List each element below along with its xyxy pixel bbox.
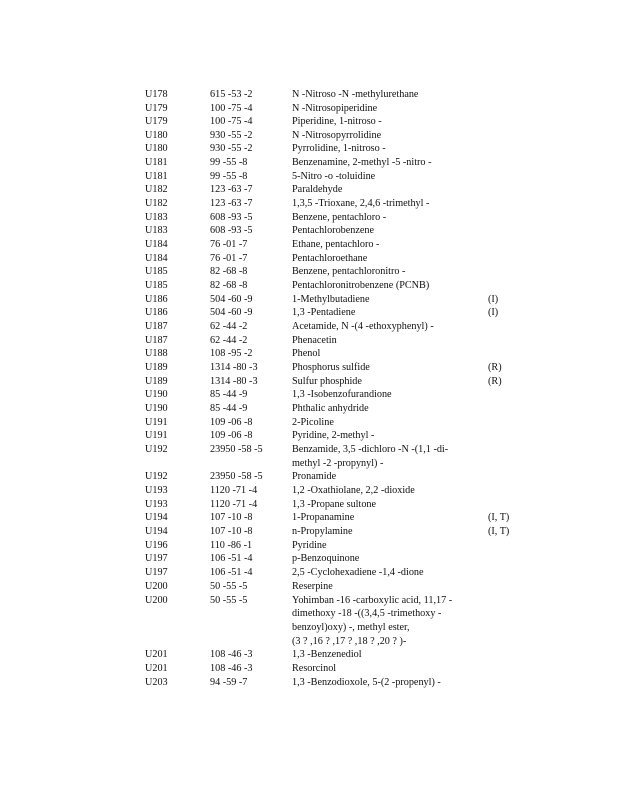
cas-number: 123 -63 -7 (210, 184, 253, 195)
substance-name: Paraldehyde (292, 184, 343, 195)
hazard-code: (I) (488, 307, 499, 318)
cas-number: 99 -55 -8 (210, 157, 248, 168)
substance-name: 1,3 -Isobenzofurandione (292, 389, 392, 400)
substance-name: 1,3 -Propane sultone (292, 499, 377, 510)
cas-number: 99 -55 -8 (210, 171, 248, 182)
table-row (0, 293, 618, 307)
waste-code: U201 (145, 663, 168, 674)
hazard-code: (R) (488, 362, 502, 373)
waste-code: U203 (145, 677, 168, 688)
table-row (0, 320, 618, 334)
cas-number: 108 -46 -3 (210, 663, 253, 674)
cas-number: 107 -10 -8 (210, 512, 253, 523)
cas-number: 930 -55 -2 (210, 143, 253, 154)
substance-name: (3 ? ,16 ? ,17 ? ,18 ? ,20 ? )- (292, 636, 407, 647)
waste-code: U179 (145, 116, 168, 127)
table-row (0, 402, 618, 416)
table-row (0, 115, 618, 129)
table-row (0, 443, 618, 457)
waste-code: U200 (145, 595, 168, 606)
substance-name: Benzamide, 3,5 -dichloro -N -(1,1 -di- (292, 444, 449, 455)
substance-name: Phenacetin (292, 335, 337, 346)
table-row (0, 498, 618, 512)
table-row (0, 594, 618, 608)
waste-code: U179 (145, 103, 168, 114)
waste-code: U189 (145, 362, 168, 373)
table-row (0, 252, 618, 266)
waste-code: U187 (145, 321, 168, 332)
waste-code: U197 (145, 567, 168, 578)
table-row (0, 552, 618, 566)
substance-name: Benzene, pentachloronitro - (292, 266, 406, 277)
table-row (0, 525, 618, 539)
table-row (0, 183, 618, 197)
cas-number: 106 -51 -4 (210, 553, 253, 564)
waste-code: U201 (145, 649, 168, 660)
waste-code: U187 (145, 335, 168, 346)
cas-number: 50 -55 -5 (210, 595, 248, 606)
table-row (0, 102, 618, 116)
waste-code: U184 (145, 253, 168, 264)
substance-name: Benzenamine, 2-methyl -5 -nitro - (292, 157, 432, 168)
cas-number: 615 -53 -2 (210, 89, 253, 100)
cas-number: 110 -86 -1 (210, 540, 253, 551)
table-row (0, 662, 618, 676)
hazard-code: (R) (488, 376, 502, 387)
substance-name: Ethane, pentachloro - (292, 239, 380, 250)
table-row (0, 334, 618, 348)
table-row (0, 238, 618, 252)
table-row (0, 621, 618, 635)
substance-name: N -Nitroso -N -methylurethane (292, 89, 419, 100)
cas-number: 94 -59 -7 (210, 677, 248, 688)
cas-number: 108 -95 -2 (210, 348, 253, 359)
table-row (0, 361, 618, 375)
substance-name: p-Benzoquinone (292, 553, 360, 564)
substance-name: Benzene, pentachloro - (292, 212, 387, 223)
substance-name: 1-Propanamine (292, 512, 355, 523)
waste-code: U185 (145, 280, 168, 291)
substance-name: benzoyl)oxy) -, methyl ester, (292, 622, 410, 633)
waste-code: U190 (145, 389, 168, 400)
waste-code: U183 (145, 212, 168, 223)
cas-number: 123 -63 -7 (210, 198, 253, 209)
table-row (0, 197, 618, 211)
substance-name: Pentachloronitrobenzene (PCNB) (292, 280, 430, 291)
table-row (0, 306, 618, 320)
waste-code: U193 (145, 499, 168, 510)
table-row (0, 88, 618, 102)
substance-name: Pentachlorobenzene (292, 225, 375, 236)
substance-name: Pyridine (292, 540, 327, 551)
substance-name: Reserpine (292, 581, 333, 592)
cas-number: 1120 -71 -4 (210, 499, 258, 510)
table-row (0, 580, 618, 594)
waste-code: U189 (145, 376, 168, 387)
cas-number: 62 -44 -2 (210, 335, 248, 346)
waste-code: U192 (145, 444, 168, 455)
waste-code: U181 (145, 171, 168, 182)
substance-name: Sulfur phosphide (292, 376, 362, 387)
table-row (0, 388, 618, 402)
cas-number: 82 -68 -8 (210, 266, 248, 277)
substance-name: 1,2 -Oxathiolane, 2,2 -dioxide (292, 485, 415, 496)
table-row (0, 142, 618, 156)
table-row (0, 648, 618, 662)
table-row (0, 635, 618, 649)
cas-number: 85 -44 -9 (210, 403, 248, 414)
cas-number: 1314 -80 -3 (210, 362, 258, 373)
cas-number: 106 -51 -4 (210, 567, 253, 578)
table-row (0, 279, 618, 293)
substance-name: Acetamide, N -(4 -ethoxyphenyl) - (292, 321, 434, 332)
substance-name: dimethoxy -18 -((3,4,5 -trimethoxy - (292, 608, 442, 619)
hazard-code: (I, T) (488, 526, 510, 537)
table-row (0, 129, 618, 143)
cas-number: 608 -93 -5 (210, 212, 253, 223)
cas-number: 608 -93 -5 (210, 225, 253, 236)
waste-code: U191 (145, 417, 168, 428)
substance-name: Pyridine, 2-methyl - (292, 430, 375, 441)
waste-code: U180 (145, 130, 168, 141)
table-row (0, 416, 618, 430)
waste-code: U194 (145, 512, 168, 523)
waste-code: U182 (145, 198, 168, 209)
cas-number: 109 -06 -8 (210, 417, 253, 428)
substance-name: Piperidine, 1-nitroso - (292, 116, 382, 127)
table-row (0, 429, 618, 443)
substance-name: 1,3,5 -Trioxane, 2,4,6 -trimethyl - (292, 198, 430, 209)
cas-number: 107 -10 -8 (210, 526, 253, 537)
cas-number: 100 -75 -4 (210, 116, 253, 127)
table-row (0, 156, 618, 170)
cas-number: 109 -06 -8 (210, 430, 253, 441)
waste-code: U200 (145, 581, 168, 592)
cas-number: 504 -60 -9 (210, 307, 253, 318)
cas-number: 930 -55 -2 (210, 130, 253, 141)
waste-code: U196 (145, 540, 168, 551)
substance-name: Yohimban -16 -carboxylic acid, 11,17 - (292, 595, 453, 606)
table-row (0, 211, 618, 225)
substance-name: Pentachloroethane (292, 253, 368, 264)
substance-name: Resorcinol (292, 663, 337, 674)
substance-name: Phosphorus sulfide (292, 362, 370, 373)
hazard-code: (I) (488, 294, 499, 305)
waste-code: U194 (145, 526, 168, 537)
waste-code: U192 (145, 471, 168, 482)
waste-code: U182 (145, 184, 168, 195)
waste-code: U183 (145, 225, 168, 236)
waste-code: U197 (145, 553, 168, 564)
waste-code: U185 (145, 266, 168, 277)
table-row (0, 224, 618, 238)
cas-number: 76 -01 -7 (210, 253, 248, 264)
table-row (0, 347, 618, 361)
substance-name: N -Nitrosopiperidine (292, 103, 378, 114)
cas-number: 23950 -58 -5 (210, 471, 263, 482)
waste-code: U188 (145, 348, 168, 359)
waste-code: U184 (145, 239, 168, 250)
cas-number: 85 -44 -9 (210, 389, 248, 400)
cas-number: 23950 -58 -5 (210, 444, 263, 455)
cas-number: 1120 -71 -4 (210, 485, 258, 496)
substance-name: 1-Methylbutadiene (292, 294, 370, 305)
table-row (0, 170, 618, 184)
cas-number: 100 -75 -4 (210, 103, 253, 114)
substance-name: Pronamide (292, 471, 337, 482)
substance-name: 1,3 -Benzenediol (292, 649, 362, 660)
cas-number: 82 -68 -8 (210, 280, 248, 291)
cas-number: 62 -44 -2 (210, 321, 248, 332)
waste-code: U190 (145, 403, 168, 414)
table-row (0, 511, 618, 525)
substance-name: Phthalic anhydride (292, 403, 369, 414)
substance-name: 2-Picoline (292, 417, 334, 428)
substance-name: 1,3 -Benzodioxole, 5-(2 -propenyl) - (292, 677, 441, 688)
substance-name: Phenol (292, 348, 321, 359)
waste-code: U191 (145, 430, 168, 441)
waste-code: U186 (145, 307, 168, 318)
table-row (0, 265, 618, 279)
cas-number: 1314 -80 -3 (210, 376, 258, 387)
table-row (0, 539, 618, 553)
substance-name: 2,5 -Cyclohexadiene -1,4 -dione (292, 567, 424, 578)
waste-code: U186 (145, 294, 168, 305)
cas-number: 50 -55 -5 (210, 581, 248, 592)
table-row (0, 484, 618, 498)
substance-name: 5-Nitro -o -toluidine (292, 171, 376, 182)
hazard-code: (I, T) (488, 512, 510, 523)
substance-name: N -Nitrosopyrrolidine (292, 130, 382, 141)
table-row (0, 470, 618, 484)
table-row (0, 676, 618, 690)
cas-number: 76 -01 -7 (210, 239, 248, 250)
table-row (0, 375, 618, 389)
waste-code: U181 (145, 157, 168, 168)
cas-number: 504 -60 -9 (210, 294, 253, 305)
substance-name: methyl -2 -propynyl) - (292, 458, 384, 469)
table-row (0, 457, 618, 471)
substance-name: Pyrrolidine, 1-nitroso - (292, 143, 386, 154)
substance-name: n-Propylamine (292, 526, 353, 537)
substance-name: 1,3 -Pentadiene (292, 307, 356, 318)
waste-code: U178 (145, 89, 168, 100)
waste-code: U193 (145, 485, 168, 496)
cas-number: 108 -46 -3 (210, 649, 253, 660)
waste-code: U180 (145, 143, 168, 154)
table-row (0, 607, 618, 621)
table-row (0, 566, 618, 580)
